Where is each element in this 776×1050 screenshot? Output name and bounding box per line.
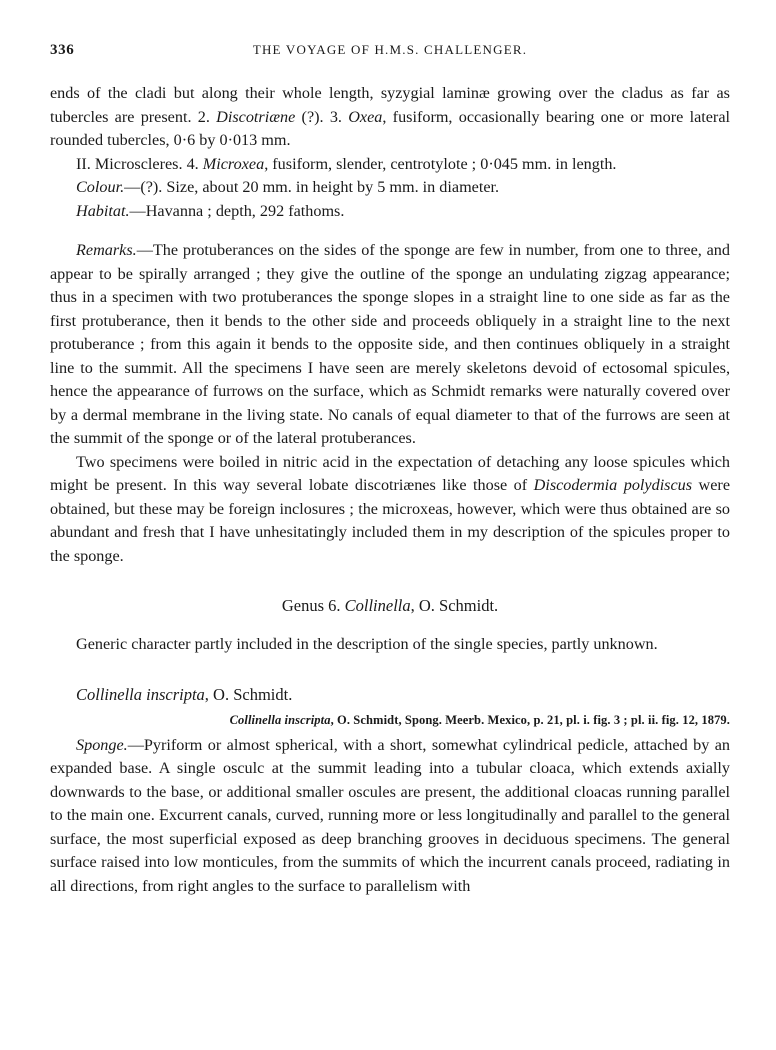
running-header: [50, 42, 730, 64]
species-heading: Collinella inscripta, O. Schmidt.: [76, 684, 293, 704]
running-title: THE VOYAGE OF H.M.S. CHALLENGER.: [252, 42, 528, 57]
document-page: [50, 42, 730, 898]
remarks-paragraph: Remarks.—The protuberances on the sides of the sponge are few in number, from one to three, and appear to be spirally arranged ; they give the outline of the sponge an undulating zigzag appearance; thus in a specimen with two protuberances the sponge slopes in a straight line to one side as far as the first protuberance, then it bends to the other side and proceeds obliquely in a straight line to the next protuberance ; from this again it bends to the opposite side, and then continues obliquely in a straight line to the summit. All the specimens I have seen are merely skeletons devoid of ectosomal spicules, hence the appearance of furrows on the surface, which as Schmidt remarks were naturally covered over by a dermal membrane in the living state. No canals of equal diameter to that of the furrows are seen at the summit of the sponge or of the lateral protuberances.: [50, 241, 730, 447]
generic-character-paragraph: Generic character partly included in the description of the single species, partly unknown.: [76, 635, 658, 653]
microscleres-line: II. Microscleres. 4. Microxea, fusiform, slender, centrotylote ; 0·045 mm. in length.: [76, 154, 617, 173]
habitat-line: Habitat.—Havanna ; depth, 292 fathoms.: [76, 201, 345, 220]
sponge-paragraph: Sponge.—Pyriform or almost spherical, with a short, somewhat cylindrical pedicle, attached by an expanded base. A single osculc at the summit leading into a tubular cloaca, which extends axially downwards to the base, or additional smaller oscules are present, the additional cloacas running parallel to the main one. Excurrent canals, curved, running more or less longitudinally and parallel to the general surface, the most superficial exposed as deep branching grooves in deciduous specimens. The general surface raised into low monticules, from the summits of which the incurrent canals proceed, radiating in all directions, from right angles to the surface to parallelism with: [50, 735, 730, 895]
specimens-paragraph: Two specimens were boiled in nitric acid in the expectation of detaching any loose spicules which might be present. In this way several lobate discotriænes like those of Discodermia polydiscus were obtained, but these may be foreign inclosures ; the microxeas, however, which were thus obtained are so abundant and fresh that I have unhesitatingly included them in my description of the spicules proper to the sponge.: [50, 452, 731, 565]
colour-line: Colour.—(?). Size, about 20 mm. in height by 5 mm. in diameter.: [76, 178, 500, 196]
page-number: 336: [50, 42, 75, 58]
species-reference: Collinella inscripta, O. Schmidt, Spong. Meerb. Mexico, p. 21, pl. i. fig. 3 ; pl. ii. fig. 12, 1879.: [229, 712, 730, 727]
continued-paragraph: ends of the cladi but along their whole length, syzygial laminæ growing over the cladus as far as tubercles are present. 2. Discotriæne (?). 3. Oxea, fusiform, occasionally bearing one or more lateral rounded tubercles, 0·6 by 0·013 mm.: [50, 84, 731, 149]
genus-heading: Genus 6. Collinella, O. Schmidt.: [281, 596, 499, 615]
